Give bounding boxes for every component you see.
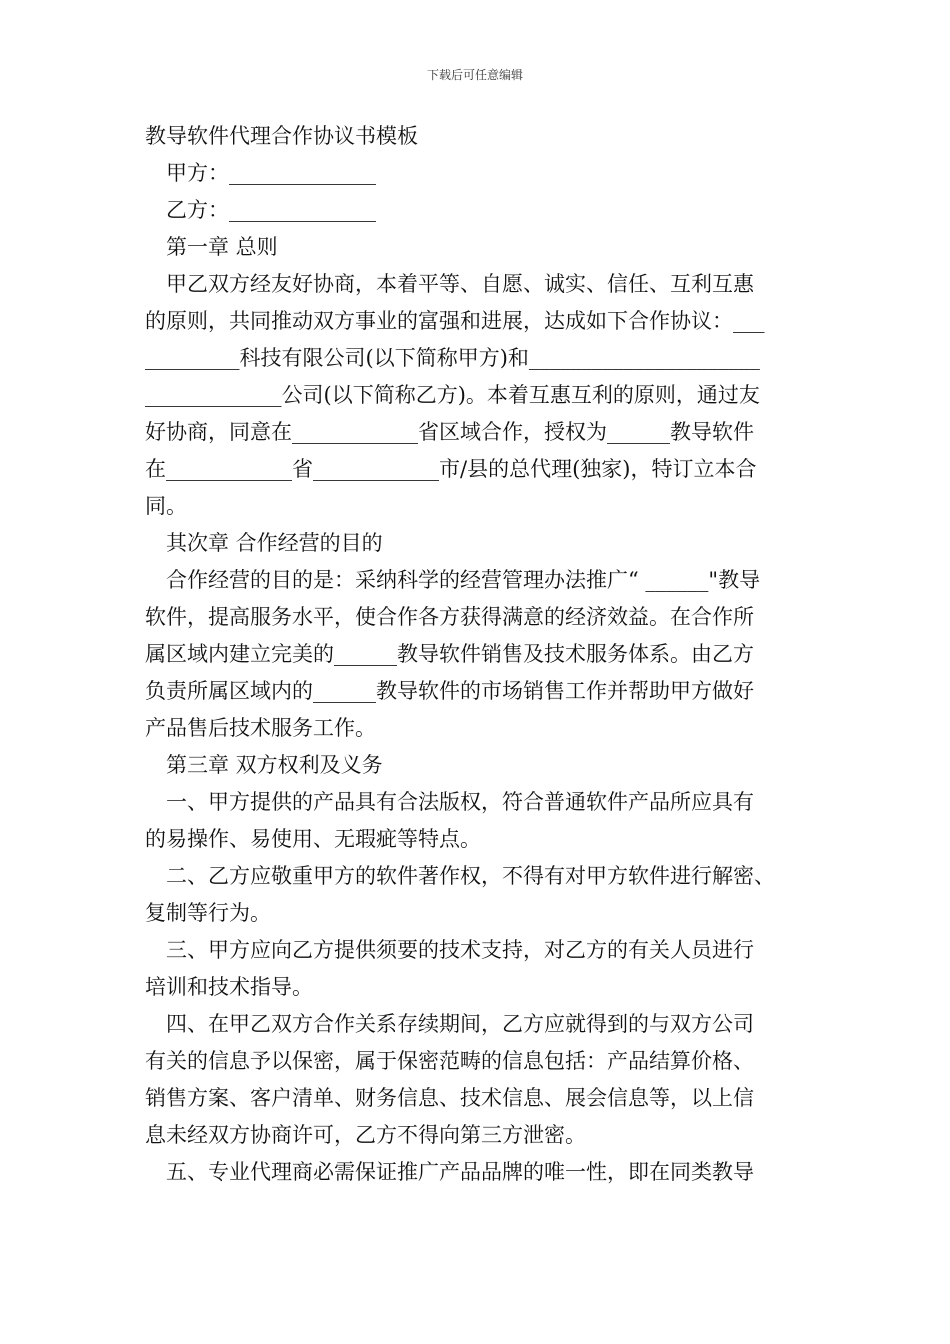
document-title: 教导软件代理合作协议书模板 xyxy=(145,124,418,148)
party-b-line: 乙方：______________ xyxy=(166,198,376,222)
text-line: 二、乙方应敬重甲方的软件著作权，不得有对甲方软件进行解密、 xyxy=(166,864,775,888)
text-line: 一、甲方提供的产品具有合法版权，符合普通软件产品所应具有 xyxy=(166,790,754,814)
text-line: 软件，提高服务水平，使合作各方获得满意的经济效益。在合作所 xyxy=(145,605,754,629)
text-line: 负责所属区域内的______教导软件的市场销售工作并帮助甲方做好 xyxy=(145,679,754,703)
text-line: 培训和技术指导。 xyxy=(145,975,313,999)
text-line: 的原则，共同推动双方事业的富强和进展，达成如下合作协议：___ xyxy=(145,309,765,333)
text-line: 属区域内建立完美的______教导软件销售及技术服务体系。由乙方 xyxy=(145,642,754,666)
text-line: 同。 xyxy=(145,494,187,518)
text-line: 在____________省____________市/县的总代理(独家)，特订立本合 xyxy=(145,457,757,481)
header-note: 下载后可任意编辑 xyxy=(426,68,523,82)
chapter-heading: 第一章 总则 xyxy=(166,235,278,259)
chapter-heading: 第三章 双方权利及义务 xyxy=(166,753,383,777)
text-line: 四、在甲乙双方合作关系存续期间，乙方应就得到的与双方公司 xyxy=(166,1012,754,1036)
text-line: 复制等行为。 xyxy=(145,901,271,925)
document-body xyxy=(145,118,810,1191)
text-line: 好协商，同意在____________省区域合作，授权为______教导软件 xyxy=(145,420,754,444)
text-line: _____________公司(以下简称乙方)。本着互惠互利的原则，通过友 xyxy=(145,383,760,407)
text-line: 甲乙双方经友好协商，本着平等、自愿、诚实、信任、互利互惠 xyxy=(166,272,754,296)
text-line: 五、专业代理商必需保证推广产品品牌的唯一性，即在同类教导 xyxy=(166,1160,754,1184)
text-line: _________科技有限公司(以下简称甲方)和______________________ xyxy=(145,346,760,370)
text-line: 合作经营的目的是：采纳科学的经营管理办法推广“ ______"教导 xyxy=(166,568,761,592)
text-line: 息未经双方协商许可，乙方不得向第三方泄密。 xyxy=(145,1123,586,1147)
chapter-heading: 其次章 合作经营的目的 xyxy=(166,531,383,555)
text-line: 的易操作、易使用、无瑕疵等特点。 xyxy=(145,827,481,851)
text-line: 三、甲方应向乙方提供须要的技术支持，对乙方的有关人员进行 xyxy=(166,938,754,962)
text-line: 销售方案、客户清单、财务信息、技术信息、展会信息等，以上信 xyxy=(145,1086,754,1110)
text-line: 有关的信息予以保密，属于保密范畴的信息包括：产品结算价格、 xyxy=(145,1049,754,1073)
text-line: 产品售后技术服务工作。 xyxy=(145,716,376,740)
party-a-line: 甲方：______________ xyxy=(166,161,376,185)
